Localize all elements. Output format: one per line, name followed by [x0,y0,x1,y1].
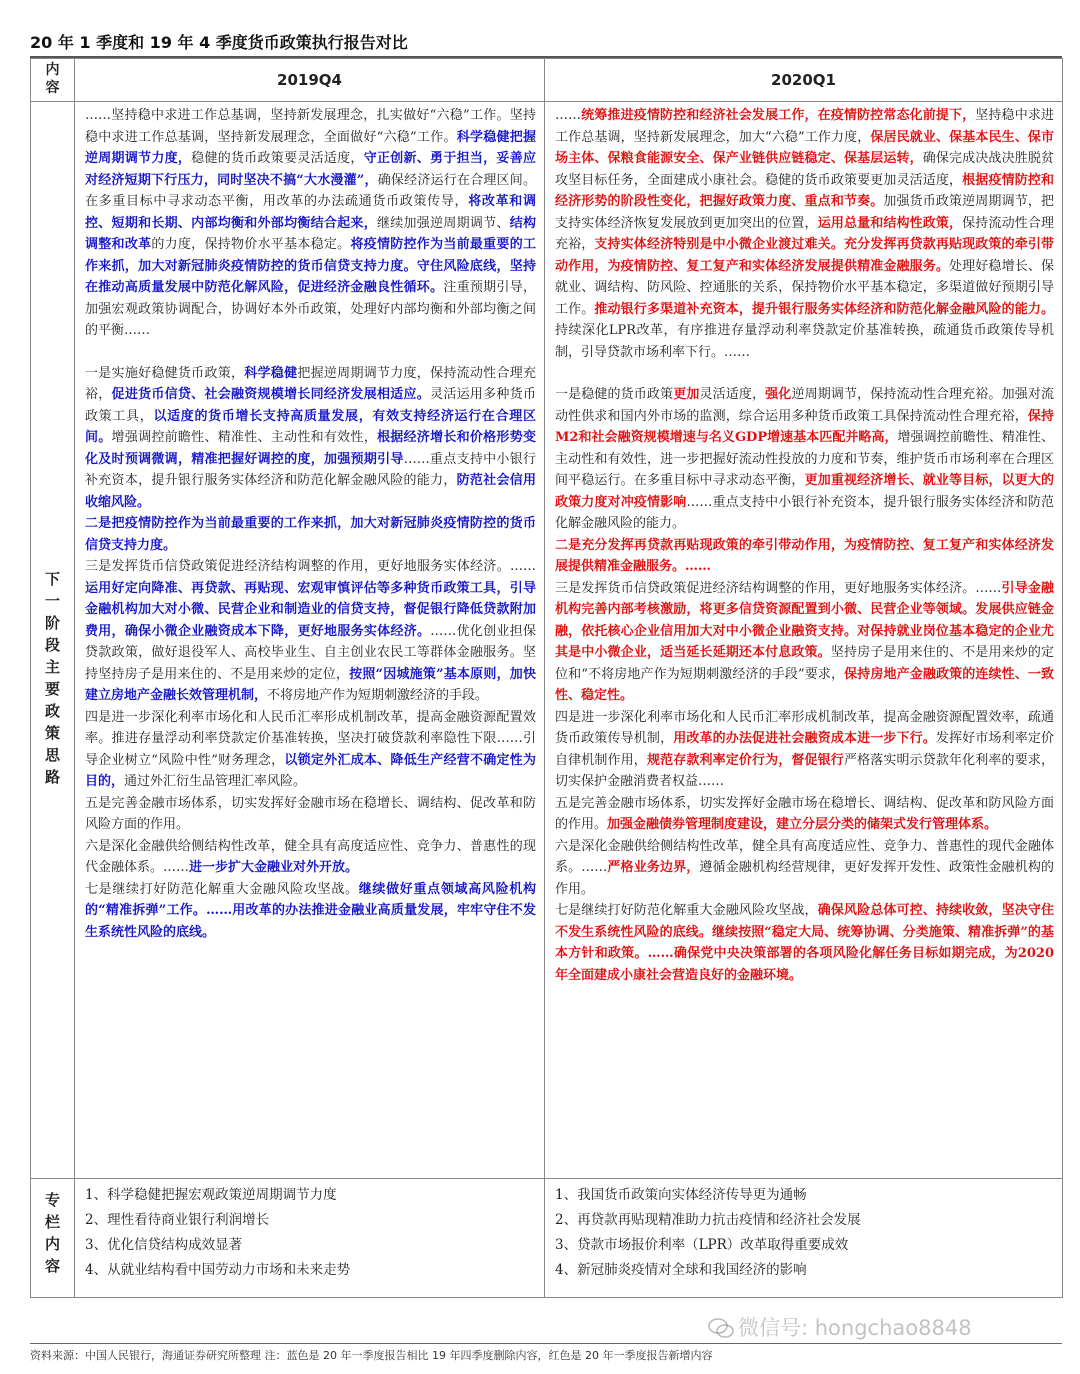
added-text-segment: 推动银行多渠道补充资本，提升银行服务实体经济和防范化解金融风险的能力。 [594,301,1054,317]
text-segment: 灵活运用多种货币政策工具， [85,387,536,424]
policy-paragraph [85,363,536,514]
special-item: 4、从就业结构看中国劳动力市场和未来走势 [85,1262,351,1278]
text-segment: 不将房地产作为短期刺激经济的手段。 [267,688,489,703]
added-text-segment: 用改革的办法促进社会融资成本进一步下行。 [673,731,936,746]
wechat-watermark: 微信号: hongchao8848 [708,1312,972,1342]
added-text-segment: 统筹推进疫情防控和经济社会发展工作，在疫情防控常态化前提下， [581,108,976,123]
policy-paragraph [555,707,1054,793]
policy-paragraph [555,105,1054,363]
special-label-cell [31,1179,75,1298]
header-2019q4: 2019Q4 [75,59,545,102]
deleted-text-segment: 进一步扩大金融业对外开放。 [189,860,359,875]
label-char: 阶 [44,614,60,632]
deleted-text-segment: 根据经济增长和价格形势变化及时预调微调，精准把握好调控的度，加强预期引导 [85,430,536,467]
special-item: 2、再贷款再贴现精准助力抗击疫情和经济社会发展 [555,1212,861,1228]
policy-paragraph [85,513,536,556]
text-segment: 遵循金融机构经营规律，更好发挥开发性、政策性金融机构的作用。 [555,860,1054,897]
q1-special-list [545,1179,1062,1283]
added-text-segment: 更加重视经济增长、就业等目标，以更大的政策力度对冲疫情影响 [555,473,1054,510]
policy-paragraph [555,836,1054,901]
next-stage-label [31,102,74,788]
header-label-cell [31,59,75,102]
special-item: 1、我国货币政策向实体经济传导更为通畅 [555,1187,807,1203]
policy-paragraph [85,793,536,836]
text-segment: 坚持房子是用来住的、不是用来炒的定位和“不将房地产作为短期刺激经济的手段”要求， [555,645,1054,682]
header-2020q1: 2020Q1 [545,59,1063,102]
special-item: 4、新冠肺炎疫情对全球和我国经济的影响 [555,1262,807,1278]
text-segment: 的力度，保持物价水平基本稳定。 [151,237,351,252]
text-segment: 三是发挥货币信贷政策促进经济结构调整的作用，更好地服务实体经济。…… [555,580,1002,596]
policy-paragraph [85,556,536,707]
label-char: 内 [44,1235,60,1253]
text-segment: 加强货币政策逆周期调节，把支持实体经济恢复发展放到更加突出的位置， [555,194,1054,231]
special-column-row [31,1179,1063,1298]
label-char: 专 [44,1191,60,1209]
deleted-text-segment: 守正创新、勇于担当，妥善应对经济短期下行压力，同时坚决不搞“大水漫灌”， [85,151,536,188]
deleted-text-segment: 二是把疫情防控作为当前最重要的工作来抓，加大对新冠肺炎疫情防控的货币信贷支持力度。 [85,516,536,553]
added-text-segment: 规范存款利率定价行为，督促银行 [646,752,844,768]
label-char: 下 [44,570,60,588]
text-segment: 五是完善金融市场体系，切实发挥好金融市场在稳增长、调结构、促改革和防风险方面的作用。 [85,795,536,832]
added-text-segment: 支持实体经济特别是中小微企业渡过难关。充分发挥再贷款再贴现政策的牵引带动作用，为疫情防控、复工复产和实体经济发展提供精准金融服务。 [555,237,1054,274]
text-segment: 七是继续打好防范化解重大金融风险攻坚战， [555,903,818,918]
source-note: 资料来源：中国人民银行，海通证券研究所整理 注：蓝色是 20 年一季度报告相比 19 年四季度删除内容，红色是 20 年一季度报告新增内容 [30,1343,1062,1363]
text-segment: 注重预期引导，加强宏观政策协调配合，协调好本外币政策，处理好内部均衡和外部均衡之间的平衡…… [85,280,536,338]
label-char: 路 [44,768,60,786]
added-text-segment: 确保风险总体可控、持续收敛，坚决守住不发生系统性风险的底线。继续按照“稳定大局、统筹协调、分类施策、精准拆弹”的基本方针和政策。……确保党中央决策部署的各项风险化解任务目标如期完成，为2020年全面建成小康社会营造良好的金融环境。 [555,903,1054,983]
text-segment: 五是完善金融市场体系，切实发挥好金融市场在稳增长、调结构、促改革和防风险方面的作用。 [555,795,1054,832]
text-segment: 一是稳健的货币政策 [555,387,674,402]
policy-paragraph [85,707,536,793]
text-segment: 严格落实明示贷款年化利率的要求，切实保护金融消费者权益…… [555,752,1054,789]
policy-paragraph [85,879,536,944]
text-segment: 通过外汇衍生品管理汇率风险。 [124,774,307,789]
text-segment: 四是进一步深化利率市场化和人民币汇率形成机制改革，提高金融资源配置效率。推进存量浮动利率贷款定价基准转换，坚决打破贷款利率隐性下限……引导企业树立“风险中性”财务理念， [85,709,536,768]
text-segment: 六是深化金融供给侧结构性改革，健全具有高度适应性、竞争力、普惠性的现代金融体系。…… [85,838,536,875]
special-item: 2、理性看待商业银行利润增长 [85,1212,270,1228]
q4-policy-cell [75,102,545,1179]
comparison-table [30,58,1063,1298]
wechat-icon [708,1318,734,1338]
label-char: 要 [44,680,60,698]
text-segment: 三是发挥货币信贷政策促进经济结构调整的作用，更好地服务实体经济。…… [85,559,536,574]
deleted-text-segment: 按照“因城施策”基本原则，加快建立房地产金融长效管理机制， [85,666,536,703]
text-segment: 继续加强逆周期调节、 [376,215,510,231]
deleted-text-segment: 促进货币信贷、社会融资规模增长同经济发展相适应。 [111,387,431,402]
policy-paragraph [85,836,536,879]
q4-special-cell [75,1179,545,1298]
policy-paragraph [555,535,1054,578]
special-label [31,1179,74,1277]
policy-paragraph [85,105,536,342]
label-char: 容 [44,1257,60,1275]
q1-policy-text [545,102,1062,986]
text-segment: …… [555,108,581,123]
header-label: 内 容 [45,62,60,96]
deleted-text-segment: 以适度的货币增长支持高质量发展，有效支持经济运行在合理区间。 [85,408,536,445]
label-char: 思 [44,746,60,764]
q1-policy-cell [545,102,1063,1179]
next-stage-label-cell [31,102,75,1179]
text-segment: 灵活适度， [699,387,766,402]
added-text-segment: 强化 [765,387,792,402]
text-segment: 逆周期调节，保持流动性合理充裕。加强对流动性供求和国内外市场的监测，综合运用多种货币政策工具保持流动性合理充裕， [555,387,1054,424]
text-segment: 确保完成决战决胜脱贫攻坚目标任务，全面建成小康社会。稳健的货币政策要更加灵活适度， [555,151,1054,188]
q1-special-cell [545,1179,1063,1298]
added-text-segment: 加强金融债券管理制度建设，建立分层分类的储架式发行管理体系。 [607,817,998,832]
deleted-text-segment: 将疫情防控作为当前最重要的工作来抓，加大对新冠肺炎疫情防控的货币信贷支持力度。守住风险底线，坚持在推动高质量发展中防范化解风险，促进经济金融良性循环。 [85,237,536,295]
label-char: 栏 [44,1213,60,1231]
text-segment: 增强调控前瞻性、精准性、主动性和有效性， [111,430,377,445]
label-char: 一 [44,592,60,610]
text-segment: ……坚持稳中求进工作总基调，坚持新发展理念，扎实做好“六稳”工作。坚持稳中求进工作总基调，坚持新发展理念，全面做好“六稳”工作。 [85,108,536,145]
text-segment: 把握逆周期调节力度，保持流动性合理充裕， [85,365,536,402]
text-segment: 处理好稳增长、保就业、调结构、防风险、控通胀的关系，保持物价水平基本稳定，多渠道做好预期引导工作。 [555,258,1054,317]
deleted-text-segment: 科学稳健 [244,365,298,381]
policy-paragraph [555,793,1054,836]
q4-policy-text [75,102,544,943]
label-char: 政 [44,702,60,720]
added-text-segment: 根据疫情防控和经济形势的阶段性变化，把握好政策力度、重点和节奏。 [555,172,1054,209]
text-segment: 确保经济运行在合理区间。在多重目标中寻求动态平衡，用改革的办法疏通货币政策传导， [85,172,536,209]
text-segment: 四是进一步深化利率市场化和人民币汇率形成机制改革，提高金融资源配置效率，疏通货币政策传导机制， [555,709,1054,746]
next-stage-row [31,102,1063,1179]
text-segment: 稳健的货币政策要灵活适度， [191,151,364,166]
policy-paragraph [555,384,1054,535]
q4-special-list [75,1179,544,1283]
text-segment: 保持流动性合理充裕， [555,215,1054,252]
special-item: 3、贷款市场报价利率（LPR）改革取得重要成效 [555,1237,849,1253]
deleted-text-segment: 继续做好重点领域高风险机构的“精准拆弹”工作。……用改革的办法推进金融业高质量发展，牢牢守住不发生系统性风险的底线。 [85,881,536,940]
special-item: 1、科学稳健把握宏观政策逆周期调节力度 [85,1187,337,1203]
added-text-segment: 保持房地产金融政策的连续性、一致性、稳定性。 [555,666,1054,703]
label-char: 段 [44,636,60,654]
added-text-segment: 更加 [673,387,700,402]
added-text-segment: 引导金融机构完善内部考核激励，将更多信贷资源配置到小微、民营企业等领域。发展供应链金融，依托核心企业信用加大对中小微企业融资支持。对保持就业岗位基本稳定的企业尤其是中小微企业，适当延长延期还本付息政策。 [555,580,1054,660]
deleted-text-segment: 防范社会信用收缩风险。 [85,473,536,510]
text-segment: 持续深化LPR改革，有序推进存量浮动利率贷款定价基准转换，疏通货币政策传导机制，引导贷款市场利率下行。…… [555,323,1054,360]
policy-paragraph [555,578,1054,707]
policy-paragraph [555,900,1054,986]
added-text-segment: 严格业务边界， [607,860,700,875]
text-segment: ……优化创业担保贷款政策，做好退役军人、高校毕业生、自主创业农民工等群体金融服务。坚持坚持房子是用来住的、不是用来炒的定位， [85,623,536,682]
deleted-text-segment: 以锁定外汇成本、降低生产经营不确定性为目的， [85,752,536,789]
text-segment: ……重点支持中小银行补充资本，提升银行服务实体经济和防范化解金融风险的能力， [85,451,536,488]
deleted-text-segment: 结构调整和改革 [85,215,536,252]
text-segment: 六是深化金融供给侧结构性改革，健全具有高度适应性、竞争力、普惠性的现代金融体系。…… [555,838,1054,875]
added-text-segment: 保持M2和社会融资规模增速与名义GDP增速基本匹配并略高， [555,408,1054,445]
text-segment: 七是继续打好防范化解重大金融风险攻坚战。 [85,881,359,897]
special-item: 3、优化信贷结构成效显著 [85,1237,243,1253]
deleted-text-segment: 科学稳健把握逆周期调节力度， [85,129,536,166]
label-char: 主 [44,658,60,676]
text-segment: 增强调控前瞻性、精准性、主动性和有效性，进一步把握好流动性投放的力度和节奏，维护货币市场利率在合理区间平稳运行。在多重目标中寻求动态平衡， [555,430,1054,488]
label-char: 策 [44,724,60,742]
text-segment: 坚持稳中求进工作总基调，坚持新发展理念，加大“六稳”工作力度， [555,108,1054,145]
deleted-text-segment: 将改革和调控、短期和长期、内部均衡和外部均衡结合起来， [85,194,536,231]
added-text-segment: 运用总量和结构性政策， [817,215,963,231]
text-segment: ……重点支持中小银行补充资本，提升银行服务实体经济和防范化解金融风险的能力。 [555,494,1054,531]
header-row [31,59,1063,102]
text-segment: 发挥好市场利率定价自律机制作用， [555,731,1054,768]
added-text-segment: 二是充分发挥再贷款再贴现政策的牵引带动作用，为疫情防控、复工复产和实体经济发展提供精准金融服务。…… [555,537,1054,574]
page-title: 20 年 1 季度和 19 年 4 季度货币政策执行报告对比 [30,33,408,52]
text-segment: 一是实施好稳健货币政策， [85,365,245,381]
added-text-segment: 保居民就业、保基本民生、保市场主体、保粮食能源安全、保产业链供应链稳定、保基层运转， [555,129,1054,166]
deleted-text-segment: 运用好定向降准、再贷款、再贴现、宏观审慎评估等多种货币政策工具，引导金融机构加大对小微、民营企业和制造业的信贷支持，督促银行降低贷款附加费用，确保小微企业融资成本下降，更好地服务实体经济。 [85,580,536,639]
